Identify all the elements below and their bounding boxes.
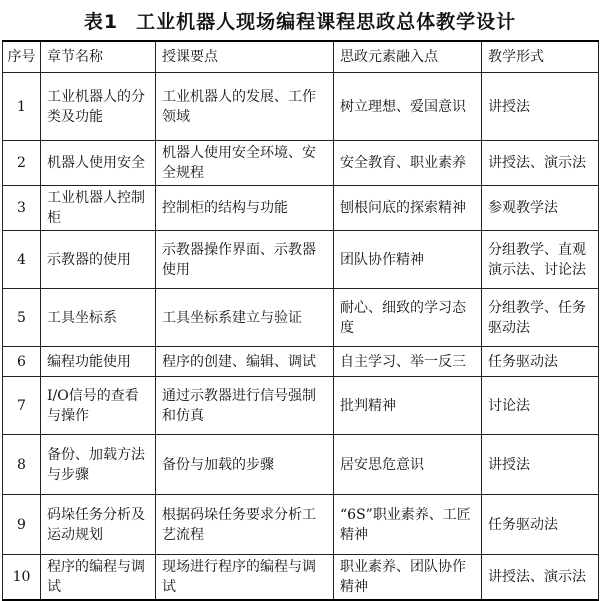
cell-index: 3 (3, 186, 41, 231)
cell-teaching-form: 讲授法 (482, 435, 599, 495)
cell-index: 4 (3, 231, 41, 289)
table-row (3, 231, 599, 289)
table-row (3, 289, 599, 347)
cell-chapter: 工具坐标系 (41, 289, 156, 347)
table-number: 表1 (83, 10, 119, 33)
cell-ideological-elements: 耐心、细致的学习态度 (334, 289, 482, 347)
table-row (3, 435, 599, 495)
table-row (3, 377, 599, 435)
table-row (3, 73, 599, 141)
cell-chapter: 编程功能使用 (41, 347, 156, 377)
table-row (3, 555, 599, 601)
cell-key-points: 现场进行程序的编程与调试 (156, 555, 334, 601)
cell-teaching-form: 任务驱动法 (482, 347, 599, 377)
cell-teaching-form: 讲授法 (482, 73, 599, 141)
cell-chapter: 备份、加载方法与步骤 (41, 435, 156, 495)
cell-index: 7 (3, 377, 41, 435)
cell-key-points: 工具坐标系建立与验证 (156, 289, 334, 347)
cell-key-points: 程序的创建、编辑、调试 (156, 347, 334, 377)
cell-chapter: 机器人使用安全 (41, 141, 156, 186)
cell-ideological-elements: 职业素养、团队协作精神 (334, 555, 482, 601)
teaching-design-table (2, 40, 599, 601)
header-cell-index: 序号 (3, 41, 41, 73)
cell-chapter: I/O信号的查看与操作 (41, 377, 156, 435)
table-row (3, 347, 599, 377)
cell-ideological-elements: 团队协作精神 (334, 231, 482, 289)
cell-index: 8 (3, 435, 41, 495)
header-cell-ideological-elements: 思政元素融入点 (334, 41, 482, 73)
table-row (3, 186, 599, 231)
cell-key-points: 示教器操作界面、示教器使用 (156, 231, 334, 289)
cell-chapter: 码垛任务分析及运动规划 (41, 495, 156, 555)
cell-key-points: 根据码垛任务要求分析工艺流程 (156, 495, 334, 555)
cell-teaching-form: 讲授法、演示法 (482, 141, 599, 186)
cell-teaching-form: 讲授法、演示法 (482, 555, 599, 601)
cell-index: 1 (3, 73, 41, 141)
cell-key-points: 机器人使用安全环境、安全规程 (156, 141, 334, 186)
cell-key-points: 通过示教器进行信号强制和仿真 (156, 377, 334, 435)
cell-ideological-elements: 刨根问底的探索精神 (334, 186, 482, 231)
cell-chapter: 程序的编程与调试 (41, 555, 156, 601)
table-title: 工业机器人现场编程课程思政总体教学设计 (136, 10, 517, 33)
cell-ideological-elements: “6S”职业素养、工匠精神 (334, 495, 482, 555)
cell-ideological-elements: 自主学习、举一反三 (334, 347, 482, 377)
header-cell-teaching-form: 教学形式 (482, 41, 599, 73)
cell-chapter: 工业机器人控制柜 (41, 186, 156, 231)
cell-index: 6 (3, 347, 41, 377)
cell-teaching-form: 分组教学、任务驱动法 (482, 289, 599, 347)
cell-chapter: 示教器的使用 (41, 231, 156, 289)
cell-teaching-form: 任务驱动法 (482, 495, 599, 555)
header-cell-key-points: 授课要点 (156, 41, 334, 73)
cell-key-points: 工业机器人的发展、工作领域 (156, 73, 334, 141)
cell-chapter: 工业机器人的分类及功能 (41, 73, 156, 141)
cell-ideological-elements: 树立理想、爱国意识 (334, 73, 482, 141)
cell-key-points: 备份与加载的步骤 (156, 435, 334, 495)
table-row (3, 495, 599, 555)
cell-teaching-form: 参观教学法 (482, 186, 599, 231)
cell-index: 2 (3, 141, 41, 186)
cell-index: 10 (3, 555, 41, 601)
cell-ideological-elements: 批判精神 (334, 377, 482, 435)
cell-index: 9 (3, 495, 41, 555)
cell-teaching-form: 分组教学、直观演示法、讨论法 (482, 231, 599, 289)
table-row (3, 141, 599, 186)
cell-ideological-elements: 安全教育、职业素养 (334, 141, 482, 186)
header-cell-chapter: 章节名称 (41, 41, 156, 73)
cell-index: 5 (3, 289, 41, 347)
cell-key-points: 控制柜的结构与功能 (156, 186, 334, 231)
header-row (3, 41, 599, 73)
cell-teaching-form: 讨论法 (482, 377, 599, 435)
cell-ideological-elements: 居安思危意识 (334, 435, 482, 495)
table-caption (0, 0, 600, 40)
